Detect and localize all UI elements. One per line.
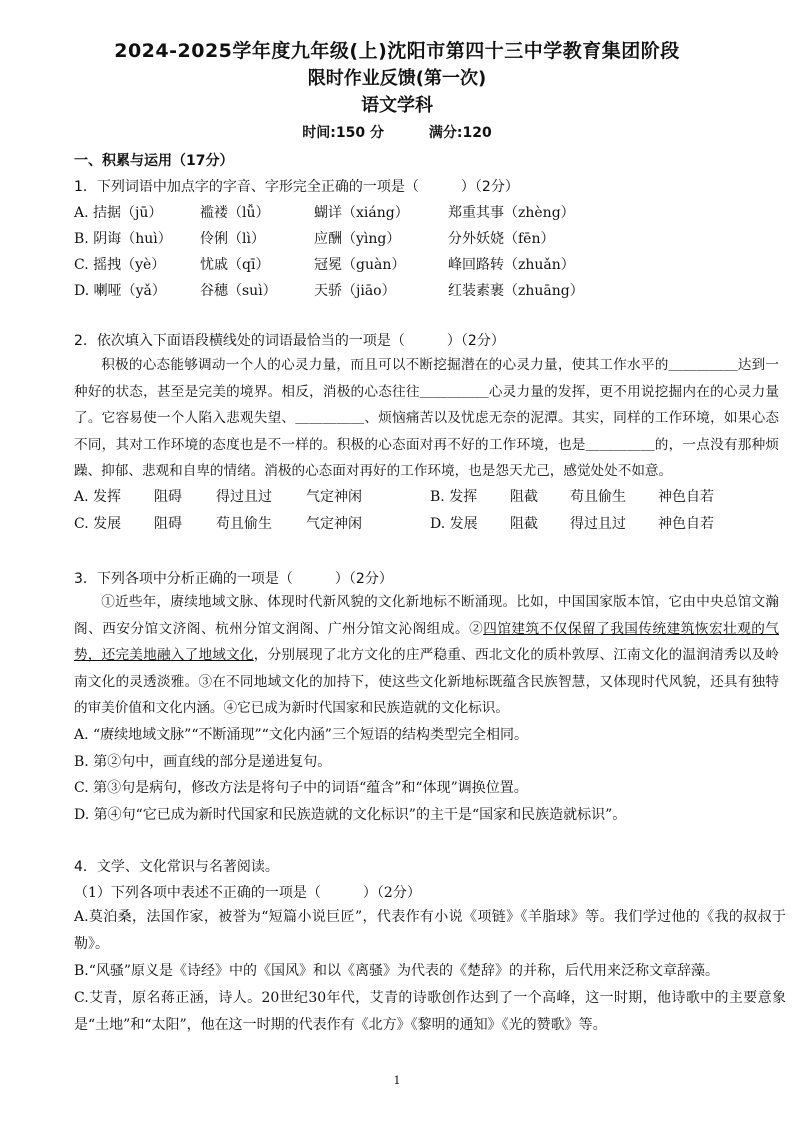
q3-underlined-clause: 四馆建筑不仅保留了我国传统建筑恢宏壮观的气势，还完美地融入了地域文化 <box>74 620 780 663</box>
section-title: 一、积累与运用（17分） <box>74 153 234 169</box>
q3-option-a: A. “赓续地域文脉”“不断涌现”“文化内涵”三个短语的结构类型完全相同。 <box>74 727 528 743</box>
page-number: 1 <box>393 1074 401 1087</box>
q1-a4: 郑重其事（zhèng） <box>448 205 575 221</box>
q2-b1: B. 发挥 <box>430 489 478 505</box>
q3-option-c: C. 第③句是病句，修改方法是将句子中的词语“蕴含”和“体现”调换位置。 <box>74 780 528 796</box>
q2-d4: 神色自若 <box>658 516 714 532</box>
time-limit: 时间:150 分 <box>302 125 384 141</box>
q1-b3: 应酬（yìng） <box>314 231 401 247</box>
q2-d1: D. 发展 <box>430 516 478 532</box>
q2-c2: 阻碍 <box>154 516 182 532</box>
q1-d2: 谷穗（suì） <box>200 283 277 299</box>
exam-meta <box>0 122 794 142</box>
q4-stem: 4．文学、文化常识与名著阅读。 <box>74 859 279 875</box>
q1-b2: 伶俐（lì） <box>200 231 265 247</box>
q3-passage-text <box>74 589 779 722</box>
q2-passage-text: 积极的心态能够调动一个人的心灵力量，而且可以不断挖掘潜在的心灵力量，使其工作水平的＿＿＿＿＿达到一种好的状态，甚至是完美的境界。相反，消极的心态往往＿＿＿＿＿心灵力量的发挥，更不用说挖掘内在的心灵力量了。它容易使一个人陷入悲观失望、＿＿＿＿＿、烦恼痛苦以及忧虑无奈的泥潭。其实，同样的工作环境，如果心态不同，其对工作环境的态度也是不一样的。积极的心态面对再不好的工作环境，也是＿＿＿＿＿的，一点没有那种烦躁、抑郁、悲观和自卑的情绪。消极的心态面对再好的工作环境，也是怨天尤己，感觉处处不如意。 <box>74 357 779 479</box>
q1-a1: A. 拮据（jū） <box>74 205 163 221</box>
q1-b1: B. 阴诲（huì） <box>74 231 172 247</box>
q3-passage <box>74 589 779 722</box>
exam-title: 2024-2025学年度九年级(上)沈阳市第四十三中学教育集团阶段 <box>114 40 680 62</box>
q2-c1: C. 发展 <box>74 516 122 532</box>
q2-d2: 阻截 <box>510 516 538 532</box>
q1-d1: D. 喇哑（yǎ） <box>74 283 166 299</box>
q1-c3: 冠冕（guàn） <box>314 257 406 273</box>
q2-stem: 2．依次填入下面语段横线处的词语最恰当的一项是（ ）（2分） <box>74 333 505 349</box>
q3-passage-part2: ，分别展现了北方文化的庄严稳重、西北文化的质朴敦厚、江南文化的温润清秀以及岭南文化的灵透淡雅。③在不同地域文化的加持下，使这些文化新地标既蕴含民族智慧，又体现时代风貌，还具有独特的审美价值和文化内涵。④它已成为新时代国家和民族造就的文化标识。 <box>74 647 779 716</box>
q1-a3: 蝴详（xiáng） <box>314 205 409 221</box>
q1-c1: C. 摇拽（yè） <box>74 257 166 273</box>
full-score: 满分:120 <box>428 125 492 141</box>
q2-d3: 得过且过 <box>570 516 626 532</box>
q3-stem: 3．下列各项中分析正确的一项是（ ）（2分） <box>74 571 393 587</box>
q2-a3: 得过且过 <box>216 489 272 505</box>
q2-b3: 苟且偷生 <box>570 489 626 505</box>
q2-a1: A. 发挥 <box>74 489 122 505</box>
q2-b4: 神色自若 <box>658 489 714 505</box>
q2-c4: 气定神闲 <box>306 516 362 532</box>
q2-passage <box>74 352 779 485</box>
q1-stem: 1．下列词语中加点字的字音、字形完全正确的一项是（ ）（2分） <box>74 179 519 195</box>
q1-a2: 褴褛（lǚ） <box>200 205 270 221</box>
q2-c3: 苟且偷生 <box>216 516 272 532</box>
q4-option-a: A.莫泊桑，法国作家，被誉为“短篇小说巨匠”，代表作有小说《项链》《羊脂球》等。我们学过他的《我的叔叔于勒》。 <box>74 909 786 952</box>
q1-b4: 分外妖娆（fēn） <box>448 231 555 247</box>
q1-c4: 峰回路转（zhuǎn） <box>448 257 575 273</box>
q2-b2: 阻截 <box>510 489 538 505</box>
q2-a4: 气定神闲 <box>306 489 362 505</box>
q4-option-c: C.艾青，原名蒋正涵，诗人。20世纪30年代，艾青的诗歌创作达到了一个高峰，这一时期，他诗歌中的主要意象是“土地”和“太阳”，他在这一时期的代表作有《北方》《黎明的通知》《光的赞歌》等。 <box>74 990 786 1033</box>
q1-d4: 红装素裹（zhuāng） <box>448 283 584 299</box>
q4-sub1: （1）下列各项中表述不正确的一项是（ ）（2分） <box>74 885 421 901</box>
q1-d3: 天骄（jiāo） <box>314 283 396 299</box>
q4-option-b: B.“风骚”原义是《诗经》中的《国风》和以《离骚》为代表的《楚辞》的并称，后代用来泛称文章辞藻。 <box>74 963 720 979</box>
q3-passage-part1: ①近些年，赓续地域文脉、体现时代新风貌的文化新地标不断涌现。比如，中国国家版本馆，它由中央总馆文瀚阁、西安分馆文济阁、杭州分馆文润阁、广州分馆文沁阁组成。② <box>74 594 779 637</box>
q1-c2: 忧戚（qī） <box>200 257 270 273</box>
q3-option-d: D. 第④句“它已成为新时代国家和民族造就的文化标识”的主干是“国家和民族造就标识”。 <box>74 807 627 823</box>
q3-option-b: B. 第②句中，画直线的部分是递进复句。 <box>74 754 332 770</box>
subject-title: 语文学科 <box>361 95 433 116</box>
q2-a2: 阻碍 <box>154 489 182 505</box>
exam-subtitle: 限时作业反馈(第一次) <box>307 68 487 89</box>
